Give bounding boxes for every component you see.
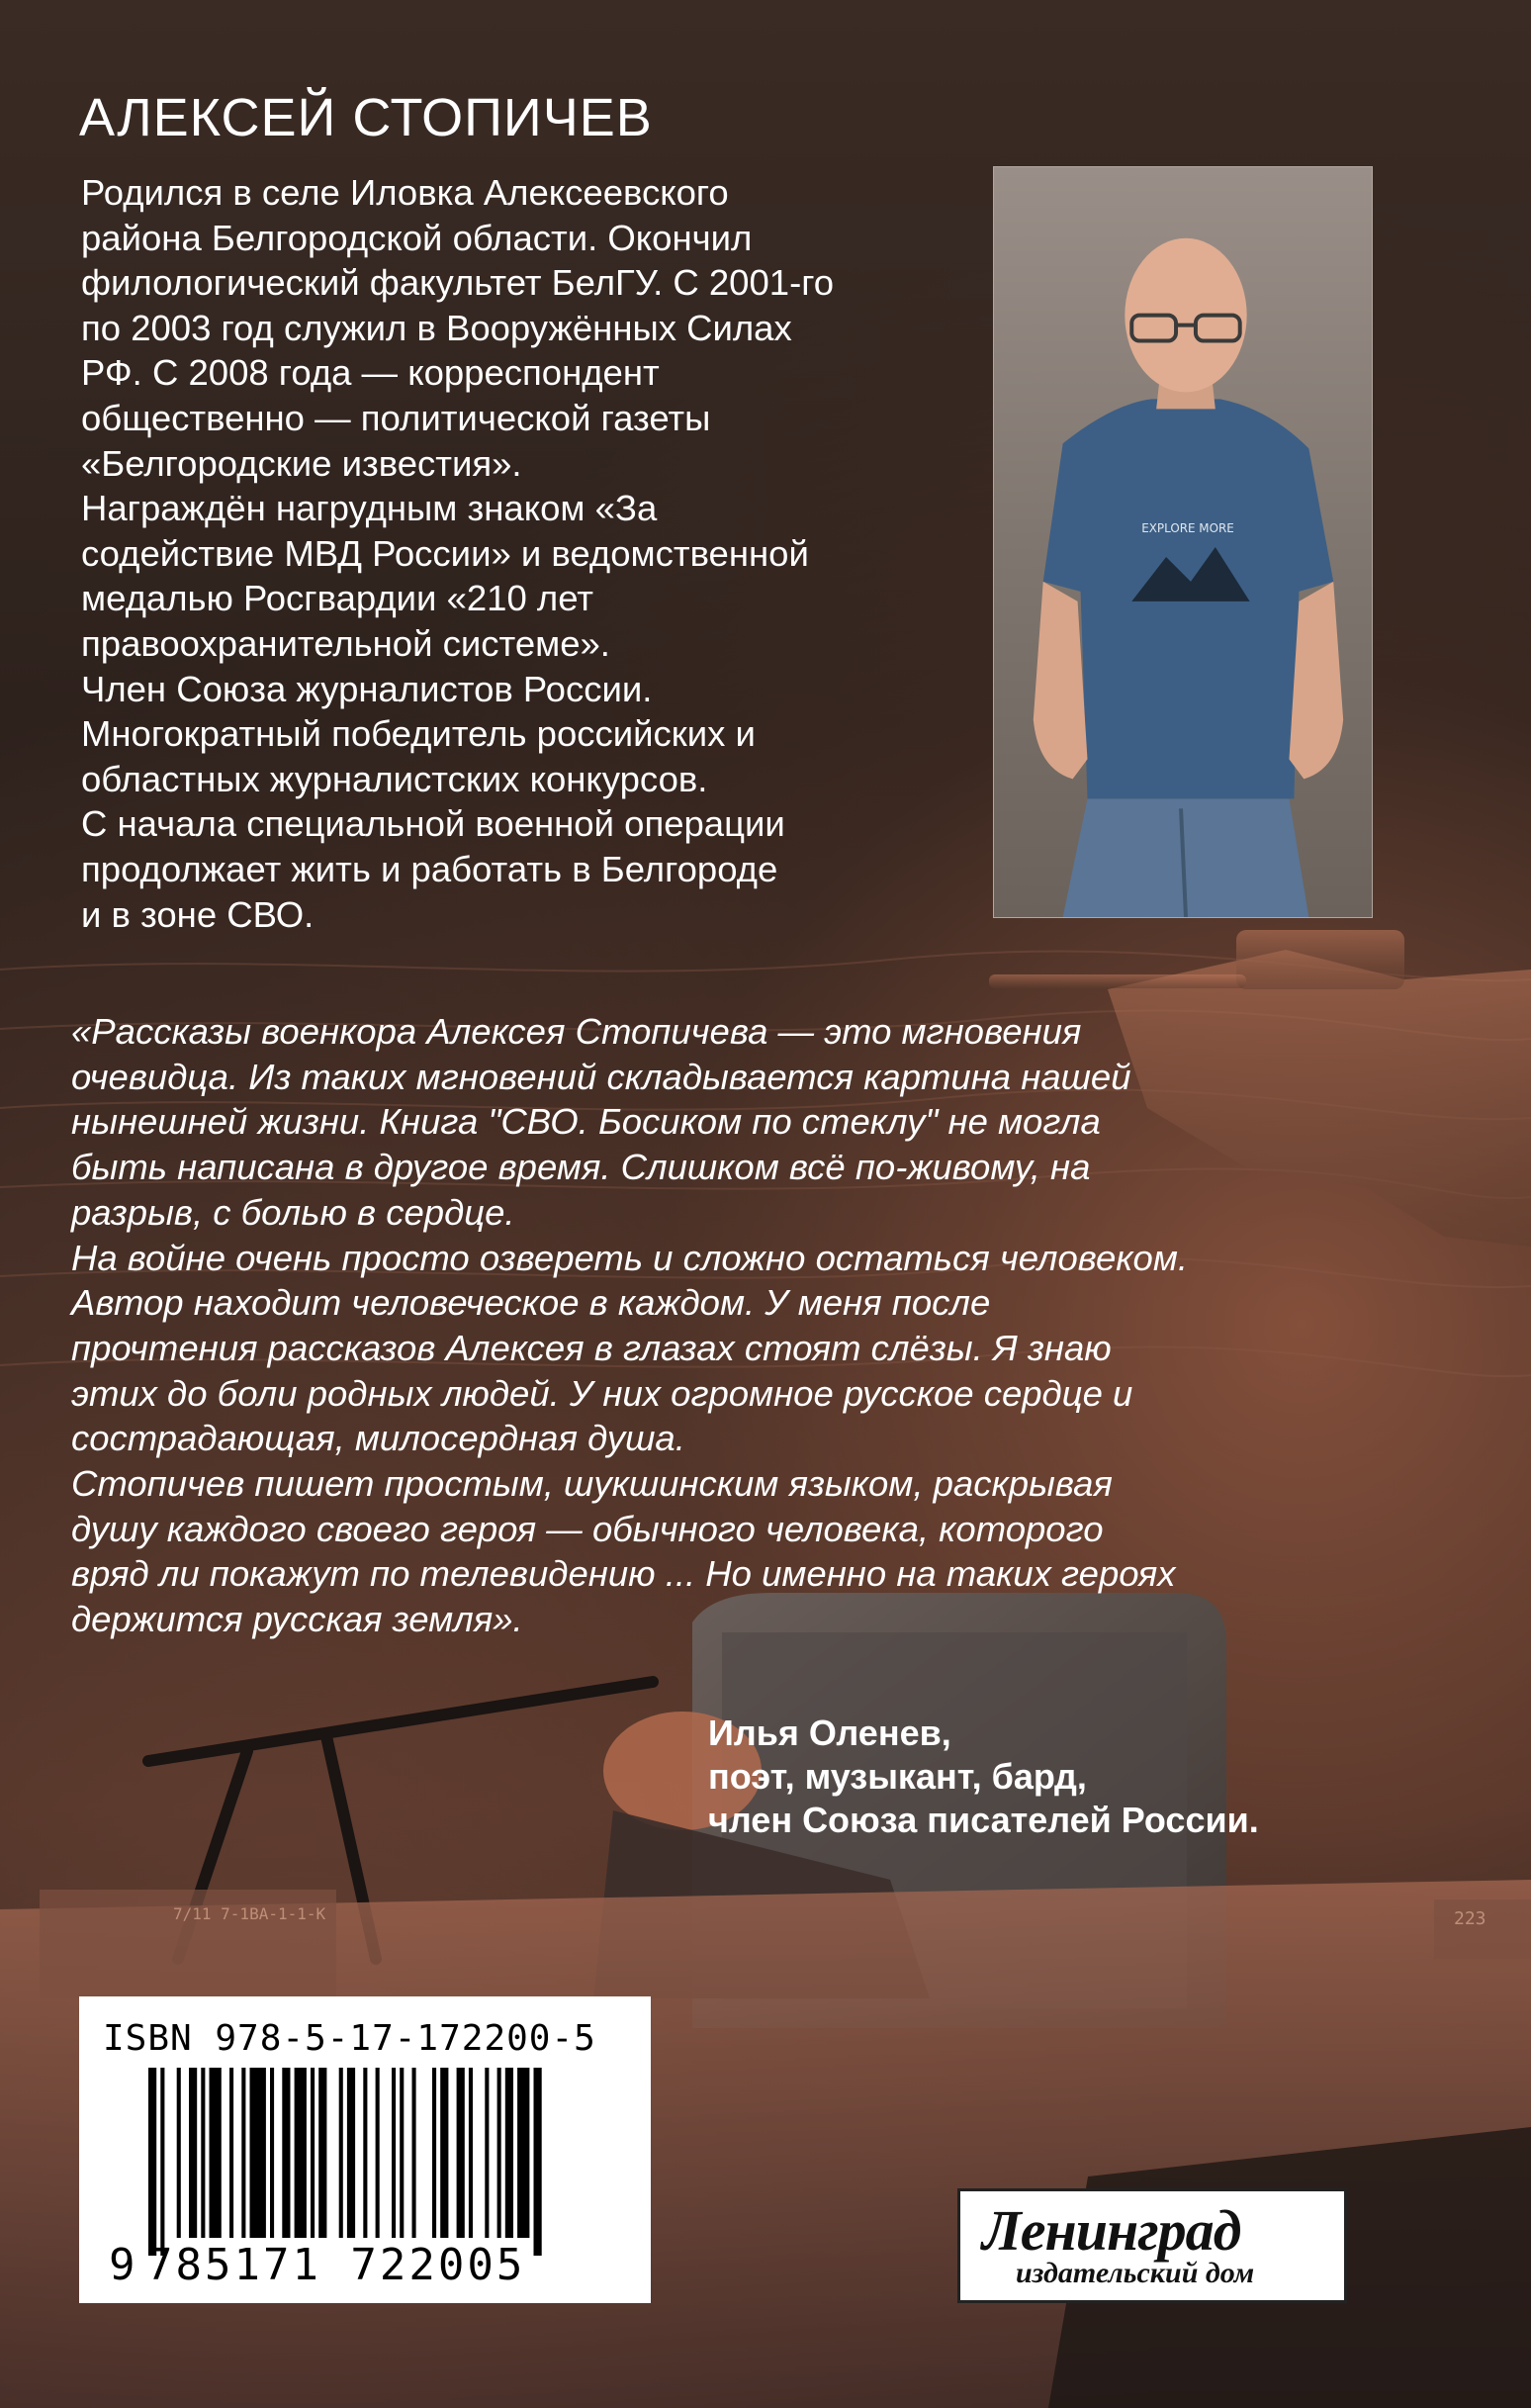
bio-line: района Белгородской области. Окончил <box>81 217 753 258</box>
quote-line: На войне очень просто озвереть и сложно остаться человеком. <box>71 1237 1189 1278</box>
bio-line: по 2003 год служил в Вооружённых Силах <box>81 307 792 348</box>
barcode-bar <box>457 2068 465 2238</box>
review-quote <box>71 1009 1476 1642</box>
isbn-barcode <box>79 1996 651 2303</box>
barcode-bar <box>160 2068 164 2256</box>
quote-line: вряд ли покажут по телевидению ... Но именно на таких героях <box>71 1553 1176 1595</box>
publisher-logo <box>957 2188 1347 2303</box>
barcode-bar <box>148 2068 156 2256</box>
bio-line: РФ. С 2008 года — корреспондент <box>81 352 660 394</box>
quote-line: этих до боли родных людей. У них огромное русское сердце и <box>71 1372 1133 1414</box>
tshirt-print-text: EXPLORE MORE <box>1141 521 1234 536</box>
barcode-bar <box>440 2068 448 2238</box>
bio-line: С начала специальной военной операции <box>81 803 785 845</box>
barcode-bar <box>295 2068 307 2238</box>
barcode-bar <box>497 2068 501 2238</box>
bio-line: общественно — политической газеты <box>81 397 711 438</box>
quote-line: очевидца. Из таких мгновений складывается картина нашей <box>71 1056 1131 1097</box>
barcode-bar <box>412 2068 416 2238</box>
barcode-bar <box>534 2068 542 2256</box>
bio-line: продолжает жить и работать в Белгороде <box>81 848 778 889</box>
barcode-bar <box>392 2068 396 2238</box>
barcode-bar <box>311 2068 315 2238</box>
barcode-bar <box>485 2068 489 2238</box>
quote-line: Автор находит человеческое в каждом. У меня после <box>71 1282 991 1324</box>
barcode-bar <box>347 2068 355 2238</box>
author-photo <box>993 166 1373 918</box>
barcode-bar <box>318 2068 326 2238</box>
quote-line: Стопичев пишет простым, шукшинским языком, раскрывая <box>71 1463 1113 1505</box>
isbn-number: ISBN 978-5-17-172200-5 <box>103 2018 596 2059</box>
barcode-first-digit: 9 <box>109 2240 135 2290</box>
barcode-bar <box>469 2068 473 2238</box>
bio-line: «Белгородские известия». <box>81 442 522 484</box>
barcode-bar <box>250 2068 266 2238</box>
bio-line: Многократный победитель российских и <box>81 713 756 755</box>
bio-line: Член Союза журналистов России. <box>81 668 653 709</box>
quote-line: держится русская земля». <box>71 1599 523 1640</box>
quote-line: разрыв, с болью в сердце. <box>71 1191 515 1233</box>
signature-role: поэт, музыкант, бард, <box>708 1756 1087 1797</box>
barcode-bar <box>229 2068 233 2238</box>
bio-line: правоохранительной системе». <box>81 622 610 664</box>
barcode-bar <box>400 2068 404 2238</box>
bio-line: филологический факультет БелГУ. С 2001-го <box>81 262 835 304</box>
quote-signature <box>708 1712 1259 1842</box>
crate-marking-left: 7/11 7-1BA-1-1-К <box>173 1904 326 1923</box>
quote-line: прочтения рассказов Алексея в глазах стоят слёзы. Я знаю <box>71 1327 1112 1368</box>
barcode-bar <box>282 2068 290 2238</box>
bio-line: и в зоне СВО. <box>81 893 315 935</box>
bio-line: медалью Росгвардии «210 лет <box>81 578 594 619</box>
crate-marking-right: 223 <box>1454 1908 1486 1929</box>
barcode-bar <box>517 2068 529 2238</box>
quote-line: «Рассказы военкора Алексея Стопичева — это мгновения <box>71 1011 1082 1052</box>
quote-line: быть написана в другое время. Слишком всё по-живому, на <box>71 1147 1091 1188</box>
barcode-bar <box>376 2068 380 2238</box>
barcode-bar <box>505 2068 513 2238</box>
barcode-digits: 785171 722005 <box>146 2240 526 2290</box>
author-name-heading: АЛЕКСЕЙ СТОПИЧЕВ <box>79 88 653 147</box>
barcode-bar <box>432 2068 436 2238</box>
barcode-bar <box>241 2068 245 2238</box>
barcode-bar <box>363 2068 367 2238</box>
bio-line: Родился в селе Иловка Алексеевского <box>81 172 729 213</box>
publisher-subtitle: издательский дом <box>1016 2257 1255 2289</box>
bio-line: содействие МВД России» и ведомственной <box>81 532 809 574</box>
quote-line: нынешней жизни. Книга "СВО. Босиком по стеклу" не могла <box>71 1101 1101 1143</box>
barcode-bar <box>270 2068 274 2238</box>
bio-line: областных журналистских конкурсов. <box>81 758 708 799</box>
barcode-bar <box>189 2068 197 2238</box>
publisher-name: Ленинград <box>982 2198 1241 2263</box>
barcode-bar <box>210 2068 222 2238</box>
signature-name: Илья Оленев, <box>708 1713 951 1753</box>
quote-line: сострадающая, милосердная душа. <box>71 1418 685 1459</box>
barcode-bar <box>177 2068 181 2238</box>
barcode-bar <box>201 2068 205 2238</box>
quote-line: душу каждого своего героя — обычного человека, которого <box>71 1508 1104 1549</box>
author-biography <box>81 170 1001 937</box>
bio-line: Награждён нагрудным знаком «За <box>81 488 658 529</box>
signature-membership: член Союза писателей России. <box>708 1800 1259 1840</box>
barcode-bar <box>339 2068 343 2238</box>
